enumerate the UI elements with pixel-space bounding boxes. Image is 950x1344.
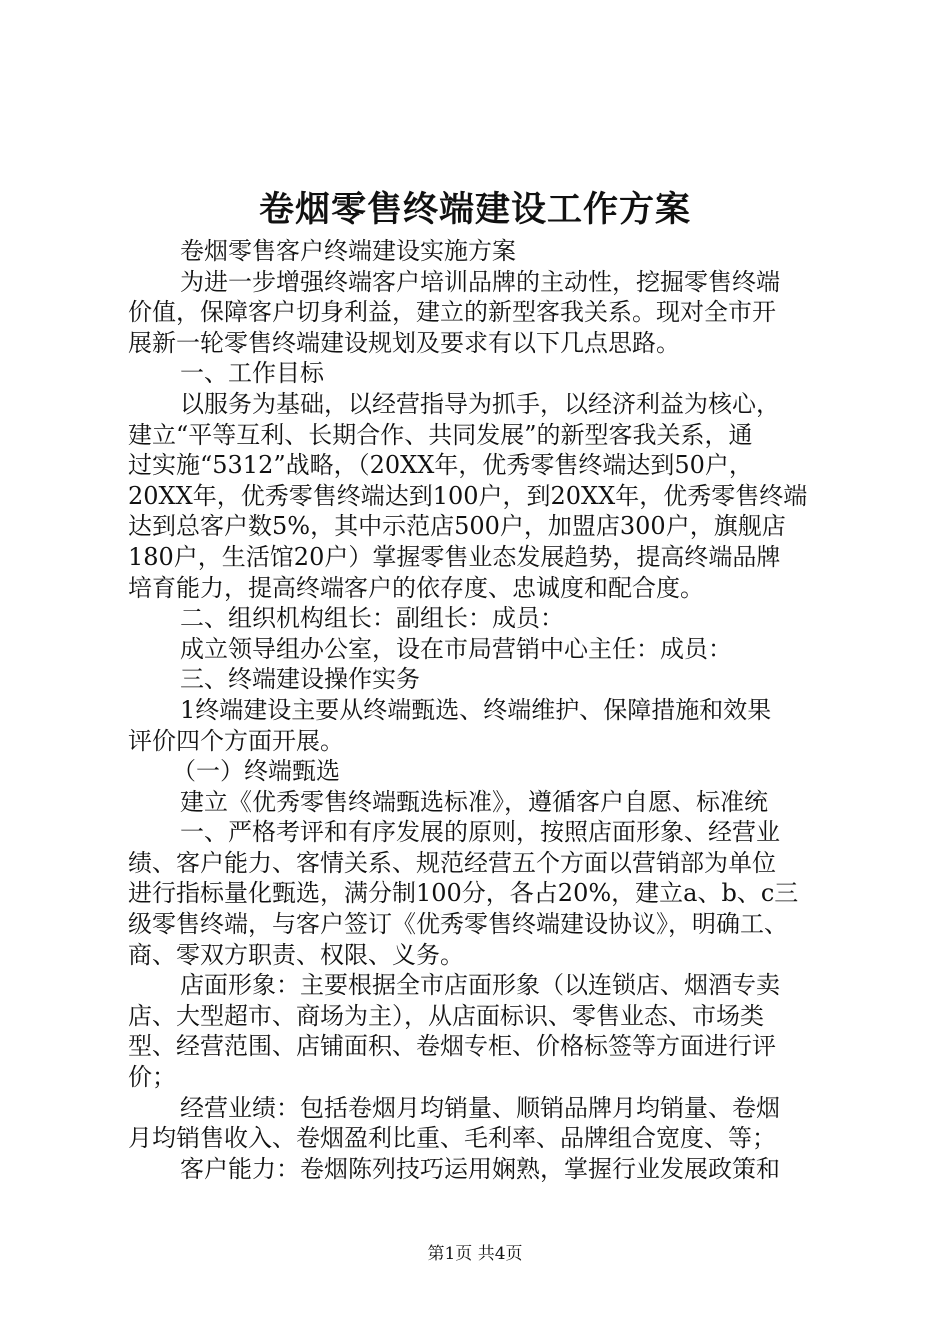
text-line: 建立“平等互利、长期合作、共同发展”的新型客我关系，通: [128, 420, 753, 449]
text-line: 达到总客户数5%，其中示范店500户，加盟店300户，旗舰店: [128, 512, 786, 541]
text-line: 进行指标量化甄选，满分制100分，各占20%，建立a、b、c三: [128, 879, 799, 908]
text-line: （一）终端甄选: [172, 757, 340, 786]
text-line: 一、工作目标: [180, 359, 324, 388]
page-title: 卷烟零售终端建设工作方案: [258, 189, 691, 230]
text-line: 以服务为基础，以经营指导为抓手，以经济利益为核心，: [180, 389, 780, 418]
text-line: 成立领导组办公室，设在市局营销中心主任：成员：: [180, 634, 732, 663]
text-line: 价；: [128, 1063, 176, 1092]
text-line: 价值，保障客户切身利益，建立的新型客我关系。现对全市开: [128, 298, 776, 327]
text-line: 为进一步增强终端客户培训品牌的主动性，挖掘零售终端: [180, 267, 780, 296]
text-line: 商、零双方职责、权限、义务。: [128, 940, 464, 969]
text-line: 型、经营范围、店铺面积、卷烟专柜、价格标签等方面进行评: [128, 1032, 776, 1061]
text-line: 月均销售收入、卷烟盈利比重、毛利率、品牌组合宽度、等；: [128, 1124, 776, 1153]
text-line: 展新一轮零售终端建设规划及要求有以下几点思路。: [128, 328, 680, 357]
document-body: [128, 236, 838, 1184]
text-line: 评价四个方面开展。: [128, 726, 344, 755]
text-line: 一、严格考评和有序发展的原则，按照店面形象、经营业: [180, 818, 780, 847]
text-line: 三、终端建设操作实务: [180, 665, 420, 694]
text-line: 过实施“5312”战略，（20XX年，优秀零售终端达到50户，: [128, 451, 753, 480]
text-line: 经营业绩：包括卷烟月均销量、顺销品牌月均销量、卷烟: [180, 1093, 780, 1122]
text-line: 建立《优秀零售终端甄选标准》，遵循客户自愿、标准统: [180, 787, 768, 816]
text-line: 180户，生活馆20户）掌握零售业态发展趋势，提高终端品牌: [128, 542, 781, 571]
text-line: 培育能力，提高终端客户的依存度、忠诚度和配合度。: [128, 573, 704, 602]
text-line: 二、组织机构组长：副组长：成员：: [180, 604, 564, 633]
text-line: 级零售终端，与客户签订《优秀零售终端建设协议》，明确工、: [128, 910, 788, 939]
text-line: 1终端建设主要从终端甄选、终端维护、保障措施和效果: [180, 695, 772, 724]
text-line: 客户能力：卷烟陈列技巧运用娴熟，掌握行业发展政策和: [180, 1154, 780, 1183]
text-line: 绩、客户能力、客情关系、规范经营五个方面以营销部为单位: [128, 848, 776, 877]
text-line: 20XX年，优秀零售终端达到100户，到20XX年，优秀零售终端: [128, 481, 808, 510]
page-footer: 第1页 共4页: [427, 1244, 523, 1264]
text-line: 店面形象：主要根据全市店面形象（以连锁店、烟酒专卖: [180, 971, 780, 1000]
text-line: 卷烟零售客户终端建设实施方案: [180, 237, 516, 265]
text-line: 店、大型超市、商场为主），从店面标识、零售业态、市场类: [128, 1001, 764, 1030]
